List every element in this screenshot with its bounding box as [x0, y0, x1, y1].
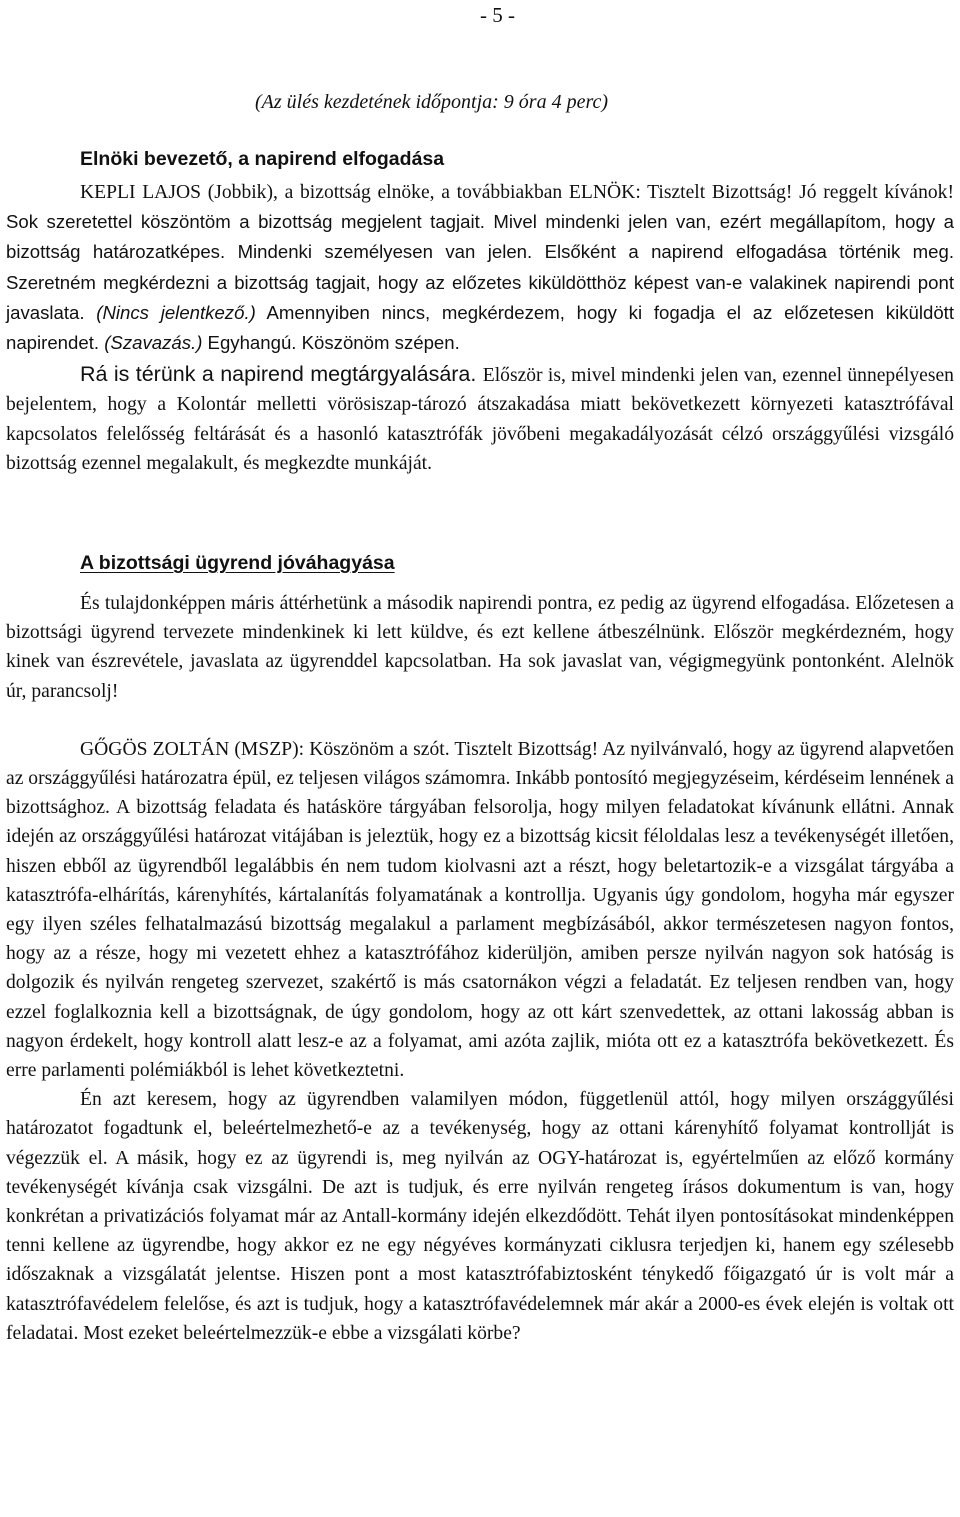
text-commission-formed: Először is, mivel mindenki jelen van, ezennel ünnepélyesen bejelentem, hogy a Kolontár melletti vörösiszap-tározó átszakadása miatt bekövetkezett környezeti katasztrófával kapcsolatos felelősség feltárását és a hasonló katasztrófák jövőbeni megakadályozását célzó országgyűlési vizsgáló bizottság ezennel megalakult, és megkezdte munkáját. [6, 365, 954, 474]
paragraph-gogos-question: Én azt keresem, hogy az ügyrendben valamilyen módon, függetlenül attól, hogy milyen országgyűlési határozatot fogadtunk el, beleértelmezhető-e az a tevékenység, hogy az ottani kárenyhítő folyamat kontrollját is végezzük el. A másik, hogy ez az ügyrendi is, meg nyilván az OGY-határozat is, egyértelműen az előző kormány tevékenységét kívánja csak vizsgálni. De azt is tudjuk, és erre nyilván rengeteg írásos dokumentum is van, hogy konkrétan a privatizációs folyamat már az Antall-kormány idején elkezdődött. Tehát ilyen pontosításokat mindenképpen tenni kellene az ügyrendbe, hogy akkor ez ne egy négyéves kormányzati ciklusra terjedjen ki, hanem egy szélesebb időszaknak a vizsgálatát jelentse. Hiszen pont a most katasztrófabiztosként ténykedő főigazgató úr is volt már a katasztrófavédelem felelőse, és azt is tudjuk, hogy a katasztrófavédelemnek már akár a 2000-es évek elején is voltak ott feladatai. Most ezeket beleértelmezzük-e ebbe a vizsgálati körbe? [6, 1089, 954, 1344]
text-greeting: KEPLI LAJOS (Jobbik), a bizottság elnöke, a továbbiakban ELNÖK: Tisztelt Bizottság! Jó reggelt kívánok! [80, 182, 954, 203]
text-agenda-start: Rá is térünk a napirend megtárgyalására. [80, 362, 483, 387]
text-note-vote: (Szavazás.) [104, 332, 203, 354]
text-napirend-body [6, 211, 954, 353]
paragraph-commission-formed [6, 360, 954, 478]
paragraph-rules-intro: És tulajdonképpen máris áttérhetünk a második napirendi pontra, ez pedig az ügyrend elfogadása. Előzetesen a bizottsági ügyrend tervezete mindenkinek ki lett küldve, és ezt kellene átbeszélnünk. Először megkérdezném, hogy kinek van észrevétele, javaslata az ügyrenddel kapcsolatban. Ha sok javaslat van, végigmegyünk pontonként. Alelnök úr, parancsolj! [6, 593, 954, 702]
text-napirend-main: Sok szeretettel köszöntöm a bizottság megjelent tagjait. Mivel mindenki jelen van, ezért megállapítom, hogy a bizottság határozatképes. Mindenki személyesen van jelen. Elsőként a napirend elfogadása történik meg. Szeretném megkérdezni a bizottság tagjait, hogy az előzetes kiküldötthöz képest van-e valakinek napirendi pont javaslata. [6, 211, 954, 323]
rules-section-body [6, 589, 954, 1348]
paragraph-gogos-speech: GŐGÖS ZOLTÁN (MSZP): Köszönöm a szót. Tisztelt Bizottság! Az nyilvánvaló, hogy az ügyrend alapvetően az országgyűlési határozatra épül, ez teljesen világos számomra. Inkább pontosító megjegyzéseim, kérdéseim lennének a bizottsághoz. A bizottság feladata és hatásköre tárgyában felsorolja, hogy milyen feladatokat kívánunk ellátni. Annak idején az országgyűlési határozat vitájában is jeleztük, hogy ez a bizottság kicsit féloldalas lesz a tevékenységét illetően, hiszen ebből az ügyrendből legalábbis én nem tudom kiolvasni azt a részt, hogy beletartozik-e a vizsgálat tárgyába a katasztrófa-elhárítás, kárenyhítés, kártalanítás folyamatának a kontrollja. Ugyanis úgy gondolom, hogyha már egyszer egy ilyen széles felhatalmazású bizottság megalakul a parlament megbízásából, akkor természetesen nagyon fontos, hogy az a része, hogy mi vezetett ehhez a katasztrófához kiderüljön, amiben persze nyilván nagyon sok hatóság is dolgozik és nyilván rengeteg szervezet, szakértő is más csatornákon végzi a feladatát. Ez teljesen rendben van, hogy ezzel foglalkoznia kell a bizottságnak, de úgy gondolom, hogy az ott kárt szenvedettek, az ottani lakosság abban is nagyon érdekelt, hogy kontroll alatt lesz-e az a folyamat, ami azóta zajlik, mióta ott ez a katasztrófa bekövetkezett. És erre parlamenti polémiákból is lehet következtetni. [6, 738, 954, 1082]
session-start-time: (Az ülés kezdetének időpontja: 9 óra 4 perc) [255, 91, 609, 113]
section-heading-opening: Elnöki bevezető, a napirend elfogadása [80, 148, 445, 170]
section-heading-rules: A bizottsági ügyrend jóváhagyása [80, 552, 395, 574]
chair-opening-paragraph [6, 178, 954, 478]
page-number: - 5 - [480, 3, 515, 27]
text-napirend-result: Egyhangú. Köszönöm szépen. [202, 332, 460, 354]
text-note-no-applicant: (Nincs jelentkező.) [96, 301, 256, 323]
paragraph-napirend [6, 178, 954, 358]
text-napirend-question: Amennyiben nincs, megkérdezem, hogy ki fogadja el az előzetesen kiküldött napirendet. [6, 301, 955, 354]
